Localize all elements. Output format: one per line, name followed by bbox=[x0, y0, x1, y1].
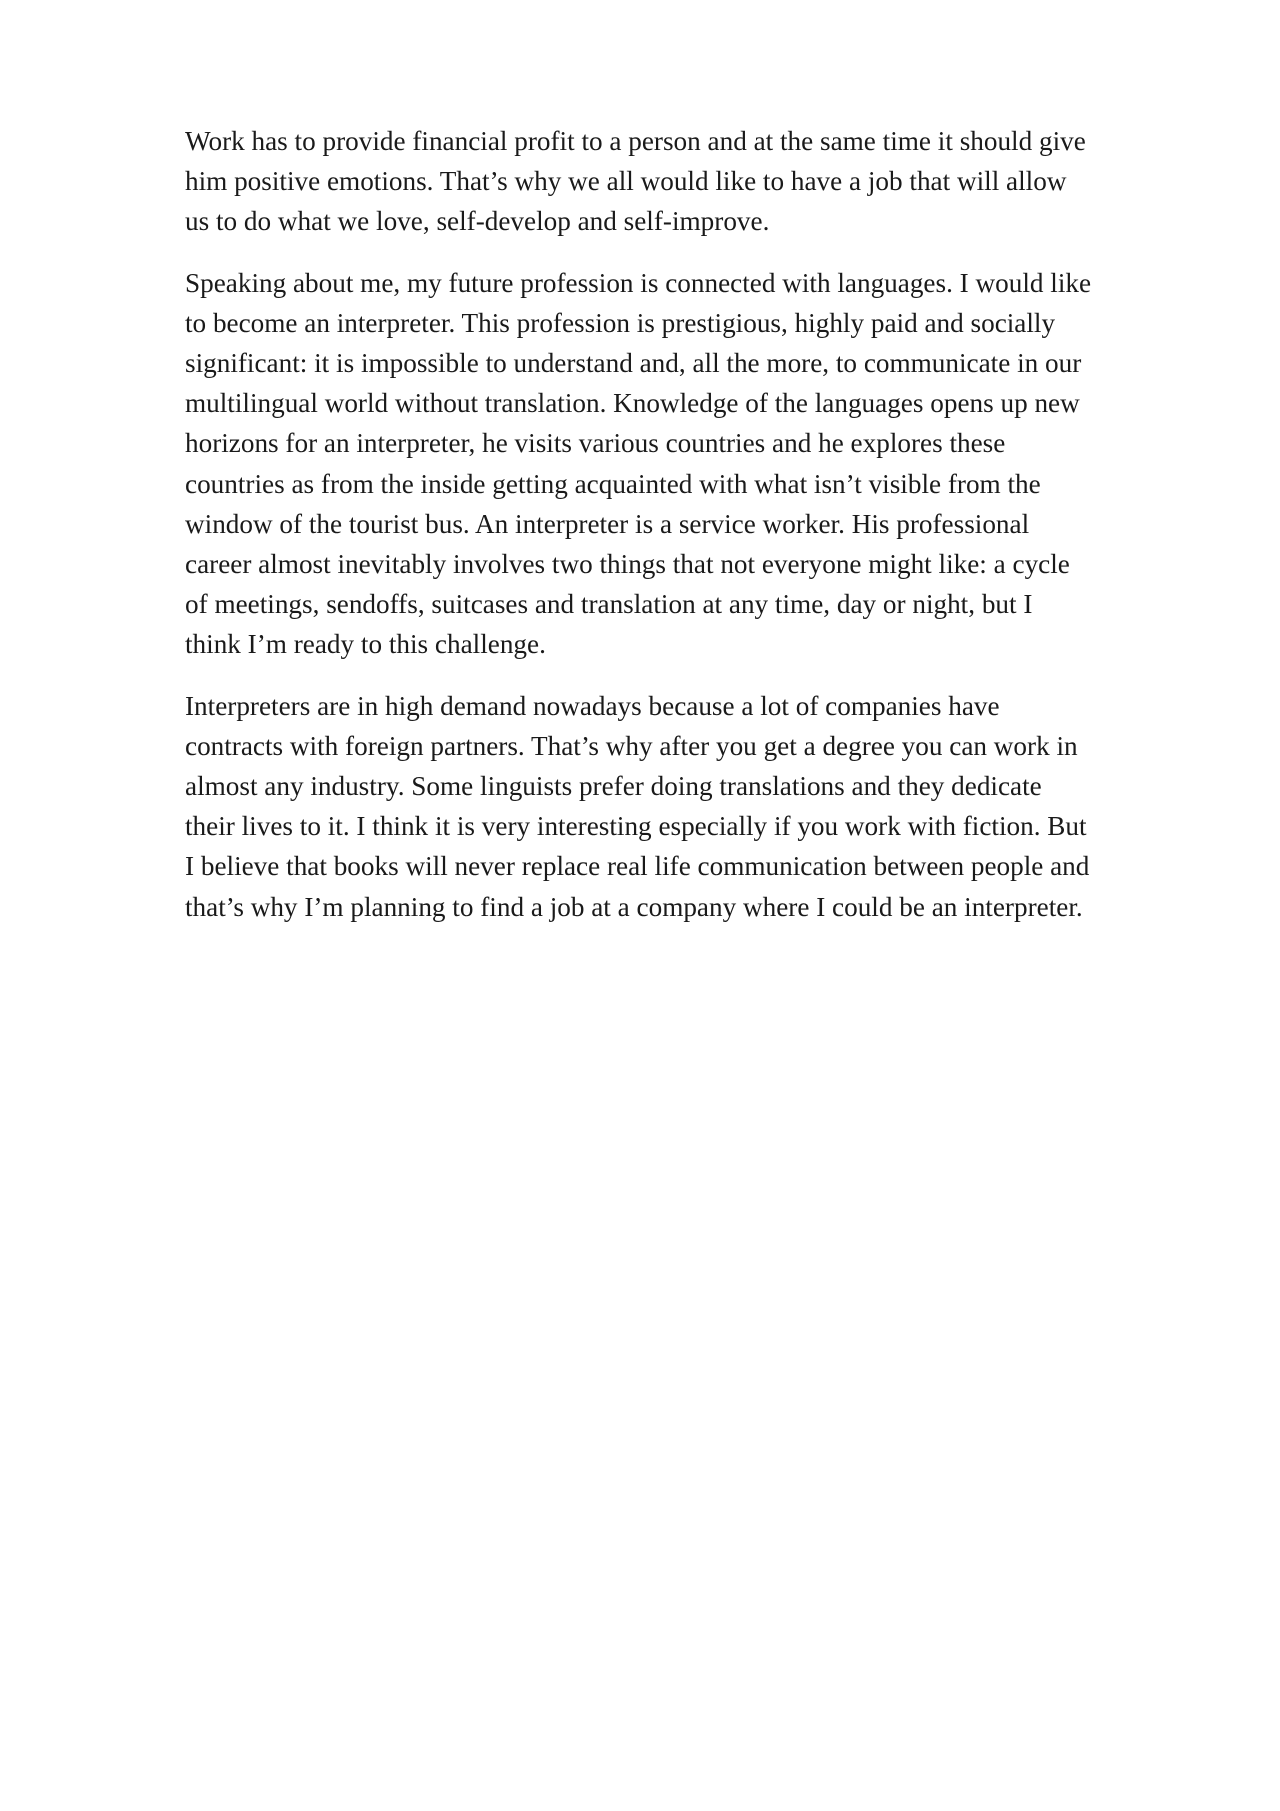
text-line: to become an interpreter. This profession is prestigious, highly paid and socially bbox=[185, 307, 1056, 338]
text-line: career almost inevitably involves two things that not everyone might like: a cycle bbox=[185, 549, 1070, 580]
text-line: contracts with foreign partners. That’s why after you get a degree you can work in bbox=[185, 730, 1078, 761]
document-body bbox=[185, 121, 1195, 948]
paragraph-3 bbox=[185, 686, 1195, 927]
text-line: us to do what we love, self-develop and self-improve. bbox=[185, 206, 770, 237]
text-line: him positive emotions. That’s why we all would like to have a job that will allow bbox=[185, 166, 1067, 197]
text-line: think I’m ready to this challenge. bbox=[185, 629, 546, 660]
text-line: significant: it is impossible to understand and, all the more, to communicate in our bbox=[185, 348, 1082, 379]
text-line: that’s why I’m planning to find a job at a company where I could be an interpreter. bbox=[185, 891, 1083, 922]
text-line: countries as from the inside getting acquainted with what isn’t visible from the bbox=[185, 468, 1041, 499]
text-line: horizons for an interpreter, he visits various countries and he explores these bbox=[185, 428, 1006, 459]
text-line: Interpreters are in high demand nowadays because a lot of companies have bbox=[185, 690, 1000, 721]
text-line: window of the tourist bus. An interpreter is a service worker. His professional bbox=[185, 508, 1030, 539]
text-line: Work has to provide financial profit to a person and at the same time it should give bbox=[185, 126, 1086, 156]
text-line: multilingual world without translation. Knowledge of the languages opens up new bbox=[185, 388, 1080, 419]
text-line: Speaking about me, my future profession is connected with languages. I would like bbox=[185, 267, 1092, 298]
paragraph-2 bbox=[185, 263, 1195, 665]
paragraph-1 bbox=[185, 121, 1195, 242]
text-line: their lives to it. I think it is very interesting especially if you work with fiction. But bbox=[185, 811, 1087, 842]
text-line: of meetings, sendoffs, suitcases and translation at any time, day or night, but I bbox=[185, 589, 1033, 620]
text-line: I believe that books will never replace real life communication between people and bbox=[185, 851, 1090, 882]
text-line: almost any industry. Some linguists prefer doing translations and they dedicate bbox=[185, 771, 1042, 802]
